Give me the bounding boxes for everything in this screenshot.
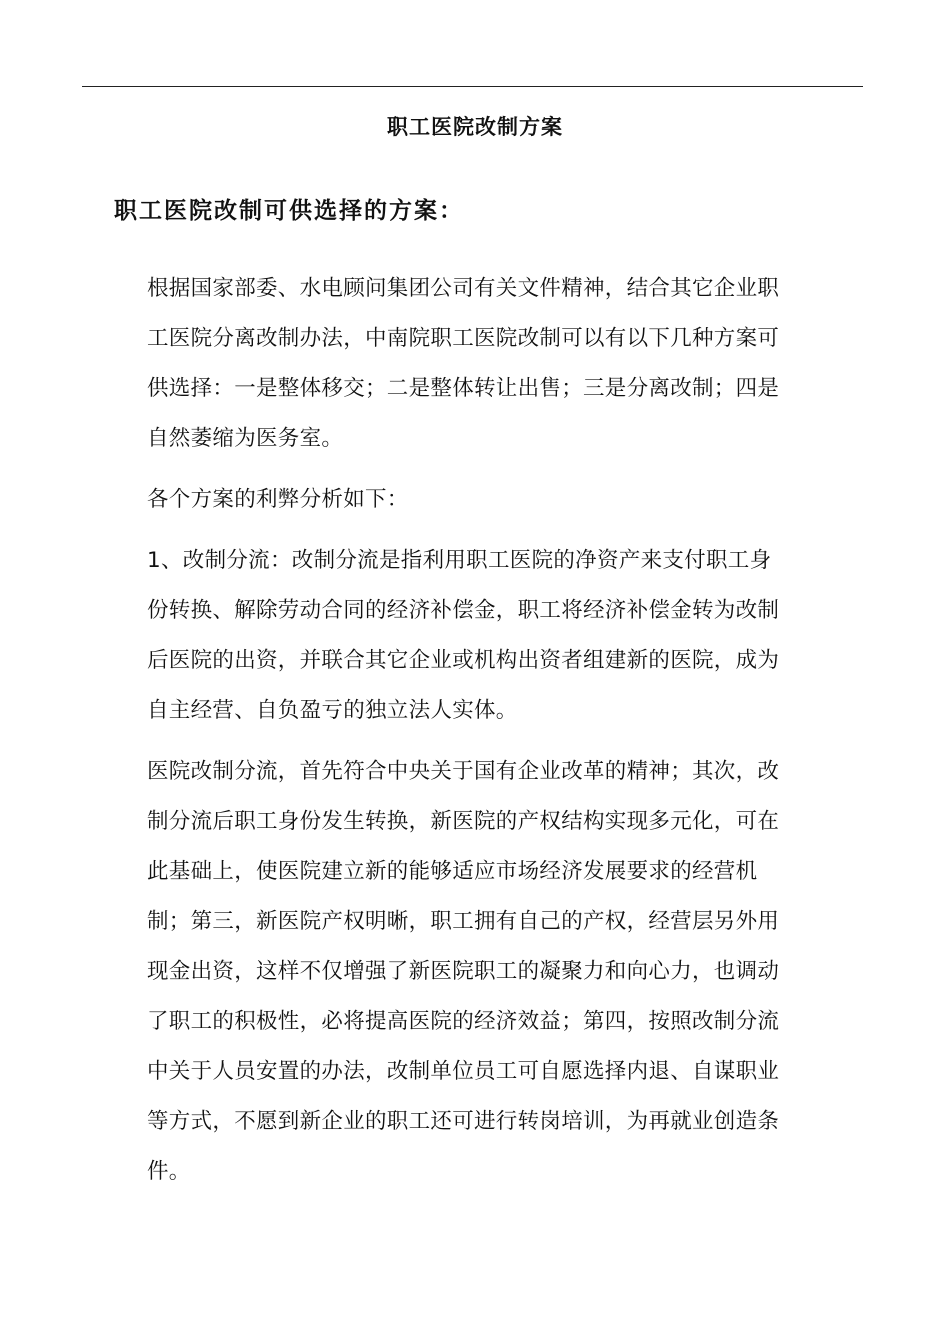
paragraph-line: 工医院分离改制办法，中南院职工医院改制可以有以下几种方案可 bbox=[147, 326, 780, 351]
paragraph-line: 现金出资，这样不仅增强了新医院职工的凝聚力和向心力，也调动 bbox=[147, 959, 780, 984]
section-heading: 职工医院改制可供选择的方案： bbox=[114, 198, 464, 224]
paragraph-intro bbox=[147, 264, 847, 464]
paragraph-line: 制；第三，新医院产权明晰，职工拥有自己的产权，经营层另外用 bbox=[147, 909, 780, 934]
paragraph-line: 等方式，不愿到新企业的职工还可进行转岗培训，为再就业创造条 bbox=[147, 1109, 780, 1134]
paragraph-analysis-lead bbox=[147, 475, 847, 525]
paragraph-line: 1、改制分流：改制分流是指利用职工医院的净资产来支付职工身 bbox=[147, 548, 772, 573]
paragraph-line: 根据国家部委、水电顾问集团公司有关文件精神，结合其它企业职 bbox=[147, 276, 780, 301]
document-title: 职工医院改制方案 bbox=[387, 115, 563, 139]
paragraph-line: 后医院的出资，并联合其它企业或机构出资者组建新的医院，成为 bbox=[147, 648, 780, 673]
paragraph-line: 中关于人员安置的办法，改制单位员工可自愿选择内退、自谋职业 bbox=[147, 1059, 780, 1084]
paragraph-line: 医院改制分流，首先符合中央关于国有企业改革的精神；其次，改 bbox=[147, 759, 780, 784]
paragraph-line: 制分流后职工身份发生转换，新医院的产权结构实现多元化，可在 bbox=[147, 809, 780, 834]
paragraph-option-1 bbox=[147, 536, 847, 736]
paragraph-line: 了职工的积极性，必将提高医院的经济效益；第四，按照改制分流 bbox=[147, 1009, 780, 1034]
header-rule bbox=[82, 86, 863, 87]
paragraph-line: 供选择：一是整体移交；二是整体转让出售；三是分离改制；四是 bbox=[147, 376, 780, 401]
paragraph-option-1-analysis bbox=[147, 747, 847, 1197]
paragraph-line: 件。 bbox=[147, 1159, 191, 1184]
body-text bbox=[147, 264, 847, 1208]
paragraph-line: 自然萎缩为医务室。 bbox=[147, 426, 344, 451]
paragraph-line: 份转换、解除劳动合同的经济补偿金，职工将经济补偿金转为改制 bbox=[147, 598, 780, 623]
paragraph-line: 各个方案的利弊分析如下： bbox=[147, 487, 409, 512]
paragraph-line: 此基础上，使医院建立新的能够适应市场经济发展要求的经营机 bbox=[147, 859, 758, 884]
paragraph-line: 自主经营、自负盈亏的独立法人实体。 bbox=[147, 698, 518, 723]
